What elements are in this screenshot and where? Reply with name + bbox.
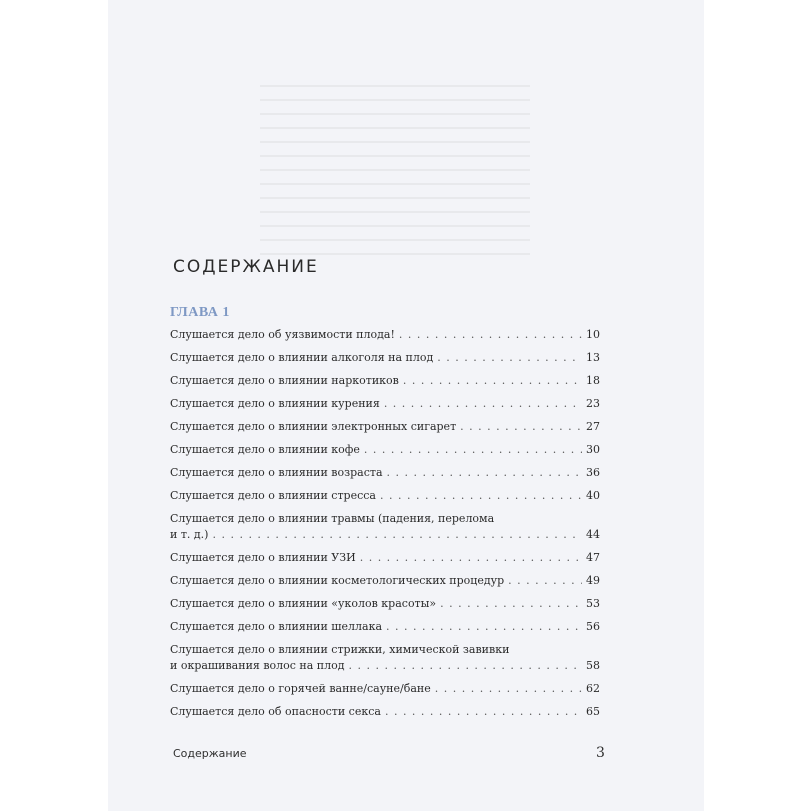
dot-leader — [440, 596, 582, 612]
dot-leader — [212, 527, 582, 543]
dot-leader — [386, 619, 582, 635]
toc-entry-title: Слушается дело о влиянии электронных сигарет — [170, 420, 457, 433]
book-page — [108, 0, 704, 811]
toc-entry — [170, 642, 600, 674]
toc-entry-title: Слушается дело о влиянии наркотиков — [170, 374, 399, 387]
toc-entry — [170, 573, 600, 589]
toc-entry-line — [170, 642, 600, 658]
toc-entry-title: и окрашивания волос на плод — [170, 659, 345, 672]
toc-entry-line — [170, 681, 600, 697]
toc-page-number: 58 — [586, 659, 600, 672]
toc-entry — [170, 488, 600, 504]
toc-page-number: 40 — [586, 489, 600, 502]
toc-page-number: 47 — [586, 551, 600, 564]
dot-leader — [384, 396, 582, 412]
toc-entry-title: Слушается дело о горячей ванне/сауне/бане — [170, 682, 431, 695]
dot-leader — [385, 704, 582, 720]
toc-entry-title: Слушается дело о влиянии травмы (падения, перелома — [170, 512, 495, 525]
toc-entry-line — [170, 527, 600, 543]
toc-entry-title: и т. д.) — [170, 528, 209, 541]
toc-entry-title: Слушается дело о влиянии стрижки, химической завивки — [170, 643, 510, 656]
toc-entry-line — [170, 350, 600, 366]
toc-entry — [170, 465, 600, 481]
toc-entry — [170, 681, 600, 697]
table-of-contents — [170, 327, 600, 727]
toc-entry-title: Слушается дело об опасности секса — [170, 705, 381, 718]
toc-entry — [170, 511, 600, 543]
toc-entry-line — [170, 442, 600, 458]
toc-entry — [170, 704, 600, 720]
toc-page-number: 62 — [586, 682, 600, 695]
toc-page-number: 30 — [586, 443, 600, 456]
running-footer: Содержание — [173, 747, 247, 760]
page-number: 3 — [596, 745, 605, 761]
dot-leader — [435, 681, 582, 697]
toc-entry-title: Слушается дело о влиянии алкоголя на плод — [170, 351, 434, 364]
toc-page-number: 36 — [586, 466, 600, 479]
toc-entry-title: Слушается дело о влиянии курения — [170, 397, 380, 410]
toc-entry-title: Слушается дело о влиянии возраста — [170, 466, 383, 479]
toc-page-number: 65 — [586, 705, 600, 718]
toc-entry — [170, 373, 600, 389]
toc-entry-line — [170, 658, 600, 674]
dot-leader — [360, 550, 582, 566]
toc-page-number: 56 — [586, 620, 600, 633]
toc-entry-line — [170, 373, 600, 389]
dot-leader — [460, 419, 582, 435]
toc-entry — [170, 619, 600, 635]
toc-entry-line — [170, 465, 600, 481]
toc-page-number: 27 — [586, 420, 600, 433]
toc-page-number: 44 — [586, 528, 600, 541]
toc-entry-title: Слушается дело о влиянии кофе — [170, 443, 360, 456]
toc-entry-title: Слушается дело о влиянии стресса — [170, 489, 376, 502]
toc-entry-line — [170, 619, 600, 635]
toc-entry-title: Слушается дело о влиянии УЗИ — [170, 551, 356, 564]
dot-leader — [380, 488, 582, 504]
dot-leader — [349, 658, 582, 674]
toc-entry-title: Слушается дело о влиянии шеллака — [170, 620, 383, 633]
page-title: СОДЕРЖАНИЕ — [173, 257, 319, 277]
toc-page-number: 49 — [586, 574, 600, 587]
toc-entry-line — [170, 550, 600, 566]
toc-page-number: 53 — [586, 597, 600, 610]
toc-entry-line — [170, 573, 600, 589]
dot-leader — [508, 573, 582, 589]
toc-entry — [170, 596, 600, 612]
toc-entry-line — [170, 327, 600, 343]
toc-entry — [170, 550, 600, 566]
toc-entry — [170, 442, 600, 458]
toc-page-number: 10 — [586, 328, 600, 341]
chapter-heading: ГЛАВА 1 — [170, 305, 230, 320]
toc-page-number: 18 — [586, 374, 600, 387]
toc-entry — [170, 327, 600, 343]
dot-leader — [387, 465, 582, 481]
toc-entry-line — [170, 704, 600, 720]
dot-leader — [403, 373, 582, 389]
toc-page-number: 13 — [586, 351, 600, 364]
toc-entry-line — [170, 419, 600, 435]
dot-leader — [437, 350, 582, 366]
toc-entry-line — [170, 596, 600, 612]
dot-leader — [399, 327, 582, 343]
toc-entry-line — [170, 511, 600, 527]
toc-entry-title: Слушается дело о влиянии «уколов красоты» — [170, 597, 437, 610]
toc-entry — [170, 396, 600, 412]
toc-entry-title: Слушается дело о влиянии косметологических процедур — [170, 574, 505, 587]
toc-entry — [170, 350, 600, 366]
toc-entry-title: Слушается дело об уязвимости плода! — [170, 328, 395, 341]
toc-entry — [170, 419, 600, 435]
toc-entry-line — [170, 396, 600, 412]
dot-leader — [364, 442, 582, 458]
toc-page-number: 23 — [586, 397, 600, 410]
toc-entry-line — [170, 488, 600, 504]
